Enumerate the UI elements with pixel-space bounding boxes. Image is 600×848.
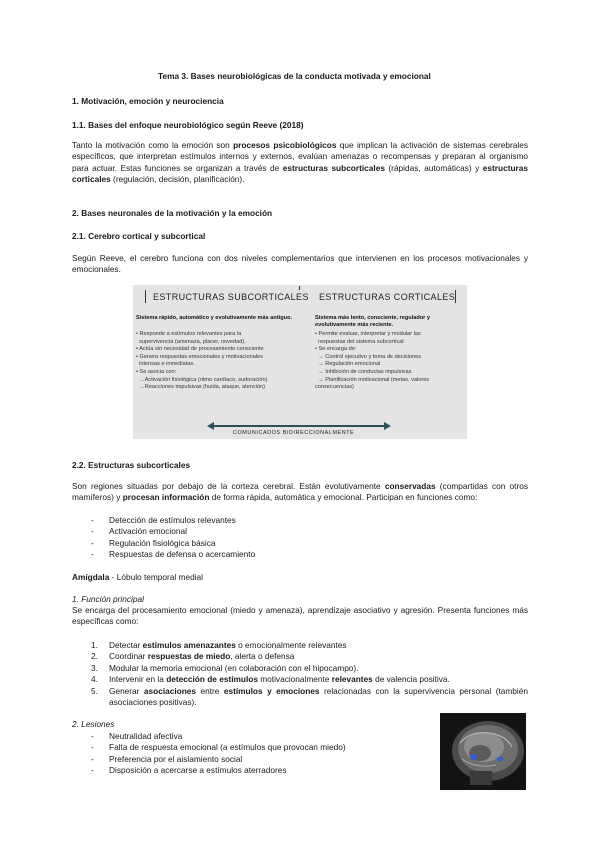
list-item: Disposición a acercarse a estímulos aterradores xyxy=(109,765,287,776)
bullet-dash: - xyxy=(91,515,94,525)
list-number: 5. xyxy=(91,685,98,696)
bidirectional-arrow xyxy=(211,425,385,427)
bullet-dash: - xyxy=(91,765,94,776)
list-item: Neutralidad afectiva xyxy=(109,731,183,741)
list-item: Falta de respuesta emocional (a estímulos que provocan miedo) xyxy=(109,742,346,753)
diagram-right-title: ESTRUCTURAS CORTICALES xyxy=(319,292,456,302)
diagram-list-item: consecuencias) xyxy=(315,384,354,391)
divider-mark xyxy=(455,290,456,303)
subheading-funcion: 1. Función principal xyxy=(72,594,144,604)
cortical-subcortical-diagram xyxy=(133,285,467,439)
amigdala-heading: Amígdala - Lóbulo temporal medial xyxy=(72,572,203,582)
numbered-list-item: Coordinar respuestas de miedo, alerta o defensa xyxy=(109,651,295,662)
list-number: 2. xyxy=(91,651,98,662)
list-number: 3. xyxy=(91,662,98,673)
numbered-list-item: Intervenir en la detección de estímulos motivacionalmente relevantes de valencia positiva. xyxy=(109,674,450,685)
heading-1: 1. Motivación, emoción y neurociencia xyxy=(72,96,224,106)
numbered-list-item: Generar asociaciones entre estímulos y emociones relacionadas con la supervivencia personal (también asociaciones positivas). xyxy=(109,685,528,707)
numbered-list-item: Detectar estímulos amenazantes o emocionalmente relevantes xyxy=(109,640,347,650)
diagram-list-item: • Permite evaluar, interpretar y modular las xyxy=(315,331,421,337)
paragraph-4: Se encarga del procesamiento emocional (miedo y amenaza), aprendizaje asociativo y agresión. Presenta funciones más específicas como: xyxy=(72,605,528,627)
diagram-list-item: • Se encarga de: xyxy=(315,346,357,353)
diagram-list-item: → Regulación emocional xyxy=(315,361,381,368)
diagram-left-intro: Sistema rápido, automático y evolutivamente más antiguo. xyxy=(136,315,293,321)
diagram-list-item: → Planificación motivacional (metas, valores xyxy=(315,376,430,383)
bullet-dash: - xyxy=(91,731,94,741)
heading-2: 2. Bases neuronales de la motivación y la emoción xyxy=(72,208,273,218)
arrow-right-icon xyxy=(384,422,391,430)
divider-mark xyxy=(145,290,146,303)
diagram-arrow-label: COMUNICADOS BIDIRECCIONALMENTE xyxy=(233,430,355,436)
list-item: Regulación fisiológica básica xyxy=(109,537,216,548)
diagram-right-intro: Sistema más lento, consciente, regulador y evolutivamente más reciente. xyxy=(315,315,431,329)
diagram-list-item: respuestas del sistema subcortical xyxy=(315,338,404,345)
diagram-list-item: supervivencia (amenaza, placer, novedad). xyxy=(136,338,246,345)
paragraph-3: Son regiones situadas por debajo de la corteza cerebral. Están evolutivamente conservadas (compartidas con otros mamíferos) y procesan información de forma rápida, automática y emocional. Participan en funciones como: xyxy=(72,481,528,503)
list-item: Detección de estímulos relevantes xyxy=(109,515,236,525)
brain-illustration xyxy=(440,713,526,790)
list-item: Preferencia por el aislamiento social xyxy=(109,753,243,764)
diagram-list-item: • Genera respuestas emocionales y motivacionales xyxy=(136,353,263,360)
diagram-list-item: intensas e inmediatas. xyxy=(136,361,195,368)
list-number: 4. xyxy=(91,674,98,685)
subheading-lesiones: 2. Lesiones xyxy=(72,719,115,729)
diagram-list-item: →Activación fisiológica (ritmo cardíaco, sudoración) xyxy=(136,376,268,383)
heading-1-1: 1.1. Bases del enfoque neurobiológico según Reeve (2018) xyxy=(72,120,304,130)
divider-mark xyxy=(299,286,300,290)
diagram-list-item: • Se asocia con: xyxy=(136,369,177,375)
bullet-dash: - xyxy=(91,537,94,548)
diagram-list-item: • Responde a estímulos relevantes para la xyxy=(136,331,242,337)
heading-2-1: 2.1. Cerebro cortical y subcortical xyxy=(72,231,206,241)
bullet-dash: - xyxy=(91,549,94,560)
list-number: 1. xyxy=(91,640,98,650)
numbered-list-item: Modular la memoria emocional (en colaboración con el hipocampo). xyxy=(109,662,359,673)
paragraph-2: Según Reeve, el cerebro funciona con dos niveles complementarios que intervienen en los procesos motivacionales y emocionales. xyxy=(72,253,528,275)
diagram-list-item: → Inhibición de conductas impulsivas xyxy=(315,369,412,375)
diagram-left-title: ESTRUCTURAS SUBCORTICALES xyxy=(153,292,309,302)
list-item: Activación emocional xyxy=(109,526,187,537)
diagram-list-item: • Actúa sin necesidad de procesamiento consciente xyxy=(136,346,264,353)
bullet-dash: - xyxy=(91,753,94,764)
paragraph-1: Tanto la motivación como la emoción son procesos psicobiológicos que implican la activación de sistemas cerebrales específicos, que interpretan estímulos internos y externos, evalúan amenazas o recompensas y preparan al organismo para actuar. Estas funciones se organizan a través de estructuras subcorticales (rápidas, automáticas) y estructuras corticales (regulación, decisión, planificación). xyxy=(72,140,528,185)
bullet-dash: - xyxy=(91,526,94,537)
document-title: Tema 3. Bases neurobiológicas de la conducta motivada y emocional xyxy=(158,71,431,81)
list-item: Respuestas de defensa o acercamiento xyxy=(109,549,256,560)
diagram-list-item: →Reacciones impulsivas (huida, ataque, atención) xyxy=(136,384,266,391)
diagram-list-item: → Control ejecutivo y toma de decisiones xyxy=(315,353,422,360)
heading-2-2: 2.2. Estructuras subcorticales xyxy=(72,460,191,470)
bullet-dash: - xyxy=(91,742,94,753)
brain-scan-image xyxy=(440,713,526,790)
